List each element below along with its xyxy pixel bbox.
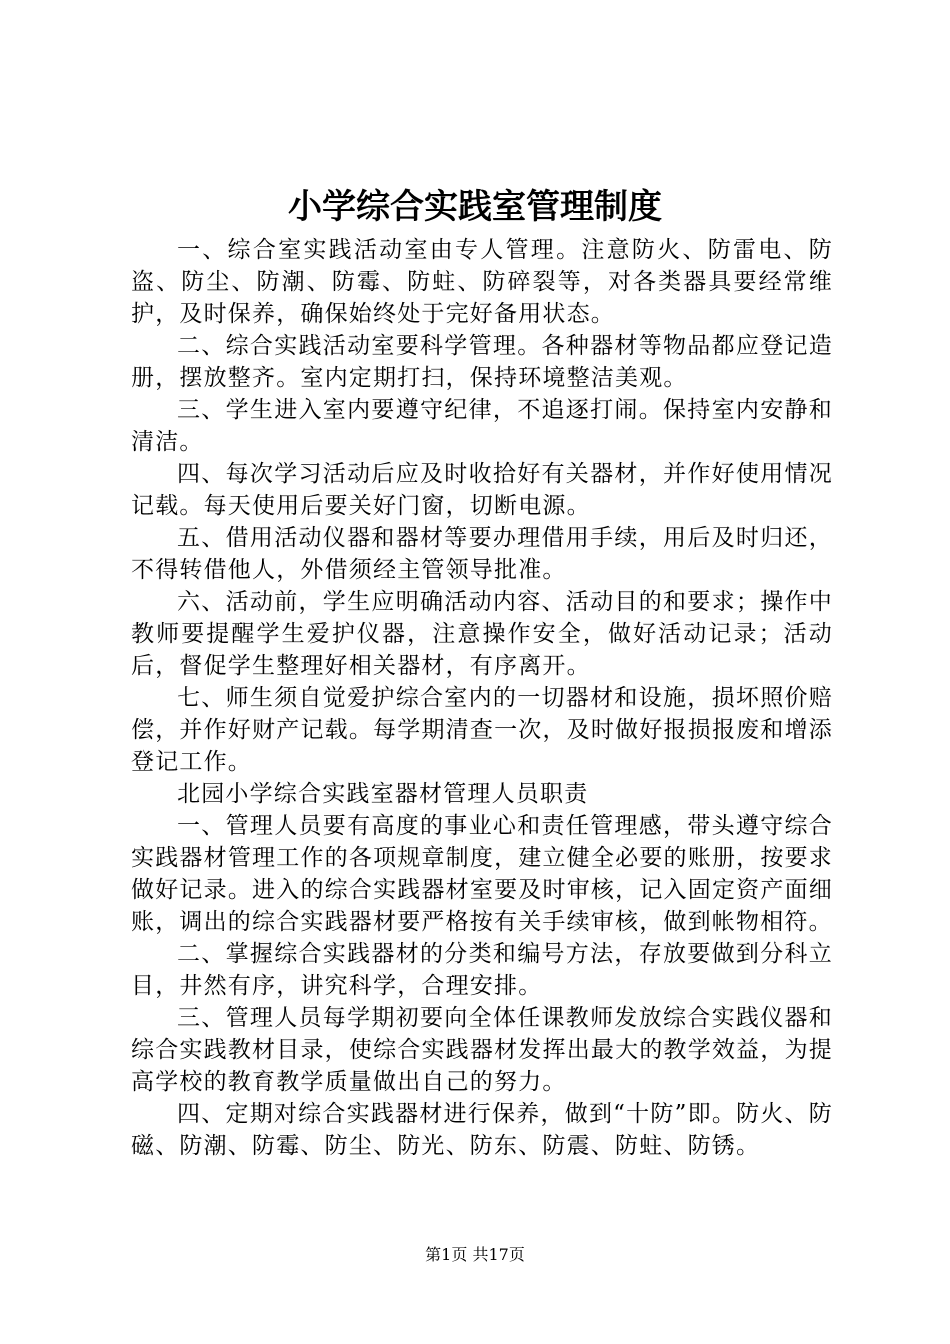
duty-paragraph-2: 二、掌握综合实践器材的分类和编号方法，存放要做到分科立目，井然有序，讲究科学，合理安排。 xyxy=(131,941,833,999)
page-total: 共17页 xyxy=(472,1245,525,1264)
rule-paragraph-2: 二、综合实践活动室要科学管理。各种器材等物品都应登记造册，摆放整齐。室内定期打扫，保持环境整洁美观。 xyxy=(131,333,833,391)
rule-paragraph-3: 三、学生进入室内要遵守纪律，不追逐打闹。保持室内安静和清洁。 xyxy=(131,397,833,455)
rule-paragraph-7: 七、师生须自觉爱护综合室内的一切器材和设施，损坏照价赔偿，并作好财产记载。每学期清查一次，及时做好报损报废和增添登记工作。 xyxy=(131,685,833,775)
rule-paragraph-5: 五、借用活动仪器和器材等要办理借用手续，用后及时归还，不得转借他人，外借须经主管领导批准。 xyxy=(131,525,833,583)
section-heading: 北园小学综合实践室器材管理人员职责 xyxy=(177,781,589,807)
document-body xyxy=(131,234,833,1162)
rule-paragraph-1: 一、综合室实践活动室由专人管理。注意防火、防雷电、防盗、防尘、防潮、防霉、防蛀、防碎裂等，对各类器具要经常维护，及时保养，确保始终处于完好备用状态。 xyxy=(131,237,833,327)
page-title: 小学综合实践室管理制度 xyxy=(288,187,662,227)
rule-paragraph-6: 六、活动前，学生应明确活动内容、活动目的和要求；操作中教师要提醒学生爱护仪器，注意操作安全，做好活动记录；活动后，督促学生整理好相关器材，有序离开。 xyxy=(131,589,833,679)
page-footer xyxy=(0,1244,950,1266)
rule-paragraph-4: 四、每次学习活动后应及时收拾好有关器材，并作好使用情况记载。每天使用后要关好门窗，切断电源。 xyxy=(131,461,833,519)
page-number: 第1页 xyxy=(425,1245,468,1264)
duty-paragraph-3: 三、管理人员每学期初要向全体任课教师发放综合实践仪器和综合实践教材目录，使综合实践器材发挥出最大的教学效益，为提高学校的教育教学质量做出自己的努力。 xyxy=(131,1005,833,1095)
duty-paragraph-4: 四、定期对综合实践器材进行保养，做到“十防”即。防火、防磁、防潮、防霉、防尘、防光、防东、防震、防蛀、防锈。 xyxy=(131,1101,833,1159)
duty-paragraph-1: 一、管理人员要有高度的事业心和责任管理感，带头遵守综合实践器材管理工作的各项规章制度，建立健全必要的账册，按要求做好记录。进入的综合实践器材室要及时审核，记入固定资产面细账，调出的综合实践器材要严格按有关手续审核，做到帐物相符。 xyxy=(131,813,833,935)
